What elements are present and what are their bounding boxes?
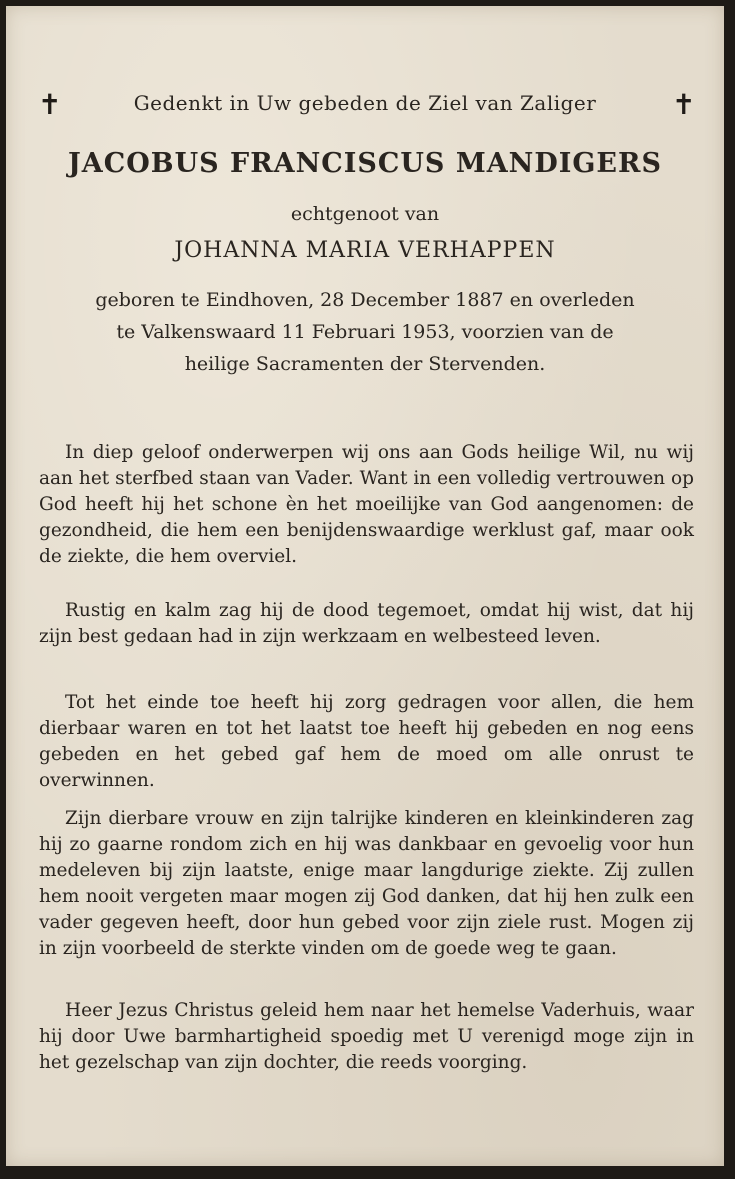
cross-icon-left: ✝ bbox=[38, 88, 62, 121]
spouse-intro: echtgenoot van bbox=[290, 203, 440, 225]
paragraph-prayer: Heer Jezus Christus geleid hem naar het hemelse Vaderhuis, waar hij door Uwe barmhartigheid spoedig met U verenigd moge zijn in het gezelschap van zijn dochter, die reeds voorging. bbox=[39, 1000, 694, 1073]
deceased-name: JACOBUS FRANCISCUS MANDIGERS bbox=[68, 148, 662, 179]
birth-death-dates bbox=[38, 284, 692, 380]
cross-icon-right: ✝ bbox=[672, 88, 696, 121]
dates-line-1: geboren te Eindhoven, 28 December 1887 en overleden bbox=[95, 289, 635, 311]
spouse-name: JOHANNA MARIA VERHAPPEN bbox=[174, 238, 556, 263]
paragraph-calm: Rustig en kalm zag hij de dood tegemoet, omdat hij wist, dat hij zijn best gedaan had in zijn werkzaam en welbesteed leven. bbox=[39, 600, 694, 647]
paragraph-family: Zijn dierbare vrouw en zijn talrijke kinderen en kleinkinderen zag hij zo gaarne rondom zich en hij was dankbaar en gevoelig voor hun medeleven bij zijn laatste, enige maar langdurige ziekte. Zij zullen hem nooit vergeten maar mogen zij God danken, dat hij hen zulk een vader gegeven heeft, door hun gebed voor zijn ziele rust. Mogen zij in zijn voorbeeld de sterkte vinden om de goede weg te gaan. bbox=[39, 808, 694, 959]
paragraph-care: Tot het einde toe heeft hij zorg gedragen voor allen, die hem dierbaar waren en tot het laatst toe heeft hij gebeden en nog eens gebeden en het gebed gaf hem de moed om alle onrust te overwinnen. bbox=[39, 692, 694, 791]
paragraph-faith: In diep geloof onderwerpen wij ons aan Gods heilige Wil, nu wij aan het sterfbed staan van Vader. Want in een volledig vertrouwen op God heeft hij het schone èn het moeilijke van God aangenomen: de gezondheid, die hem een benijdenswaardige werklust gaf, maar ook de ziekte, die hem overviel. bbox=[39, 442, 694, 567]
memorial-card bbox=[6, 6, 724, 1166]
dates-line-3: heilige Sacramenten der Stervenden. bbox=[184, 353, 546, 375]
remembrance-heading: Gedenkt in Uw gebeden de Ziel van Zaliger bbox=[133, 91, 597, 115]
dates-line-2: te Valkenswaard 11 Februari 1953, voorzien van de bbox=[116, 321, 614, 343]
